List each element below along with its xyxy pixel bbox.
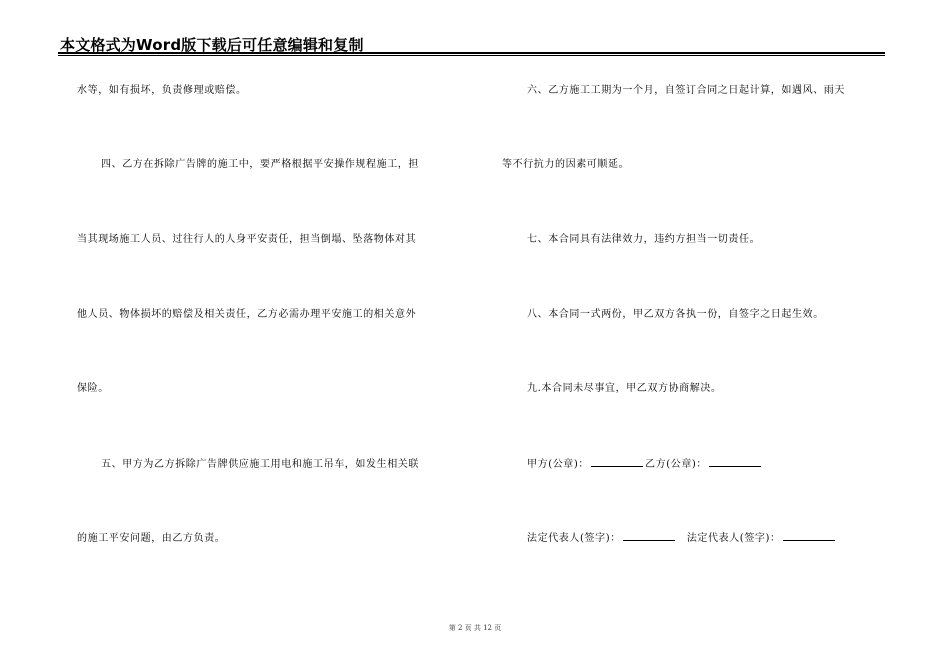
right-text-line: 六、乙方施工工期为一个月，自签订合同之日起计算，如遇风、雨天 [527,85,845,96]
party-b-seal-blank [709,457,761,467]
header-rule-thick [58,52,885,54]
party-b-seal-label: 乙方(公章)： [645,459,708,470]
seal-signature-line [527,455,763,470]
page-number-footer: 第 2 页 共 12 页 [448,624,502,632]
party-a-rep-blank [623,531,675,541]
right-text-line: 九.本合同未尽事宜，甲乙双方协商解决。 [527,383,722,394]
party-a-seal-label: 甲方(公章)： [527,459,590,470]
left-text-line: 当其现场施工人员、过往行人的人身平安责任，担当倒塌、坠落物体对其 [77,234,417,245]
right-text-line: 八、本合同一式两份，甲乙双方各执一份，自签字之日起生效。 [527,309,824,320]
document-header-title: 本文格式为Word版下载后可任意编辑和复制 [60,36,364,54]
party-b-rep-label: 法定代表人(签字)： [686,533,781,544]
left-text-line: 的施工平安问题，由乙方负责。 [77,533,226,544]
party-a-rep-label: 法定代表人(签字)： [527,533,621,544]
party-b-rep-blank [783,531,835,541]
right-text-line: 七、本合同具有法律效力，违约方担当一切责任。 [527,234,761,245]
left-text-line: 五、甲方为乙方拆除广告牌供应施工用电和施工吊车，如发生相关联 [101,459,419,470]
left-text-line: 他人员、物体损坏的赔偿及相关责任，乙方必需办理平安施工的相关意外 [77,309,417,320]
left-text-line: 四、乙方在拆除广告牌的施工中，要严格根据平安操作规程施工，担 [101,159,419,170]
header-rule-thin [58,55,885,56]
left-text-line: 保险。 [77,383,109,394]
left-text-line: 水等，如有损坏，负责修理或赔偿。 [77,85,247,96]
rep-signature-line [527,529,837,544]
party-a-seal-blank [591,457,643,467]
right-text-line: 等不行抗力的因素可顺延。 [502,159,630,170]
